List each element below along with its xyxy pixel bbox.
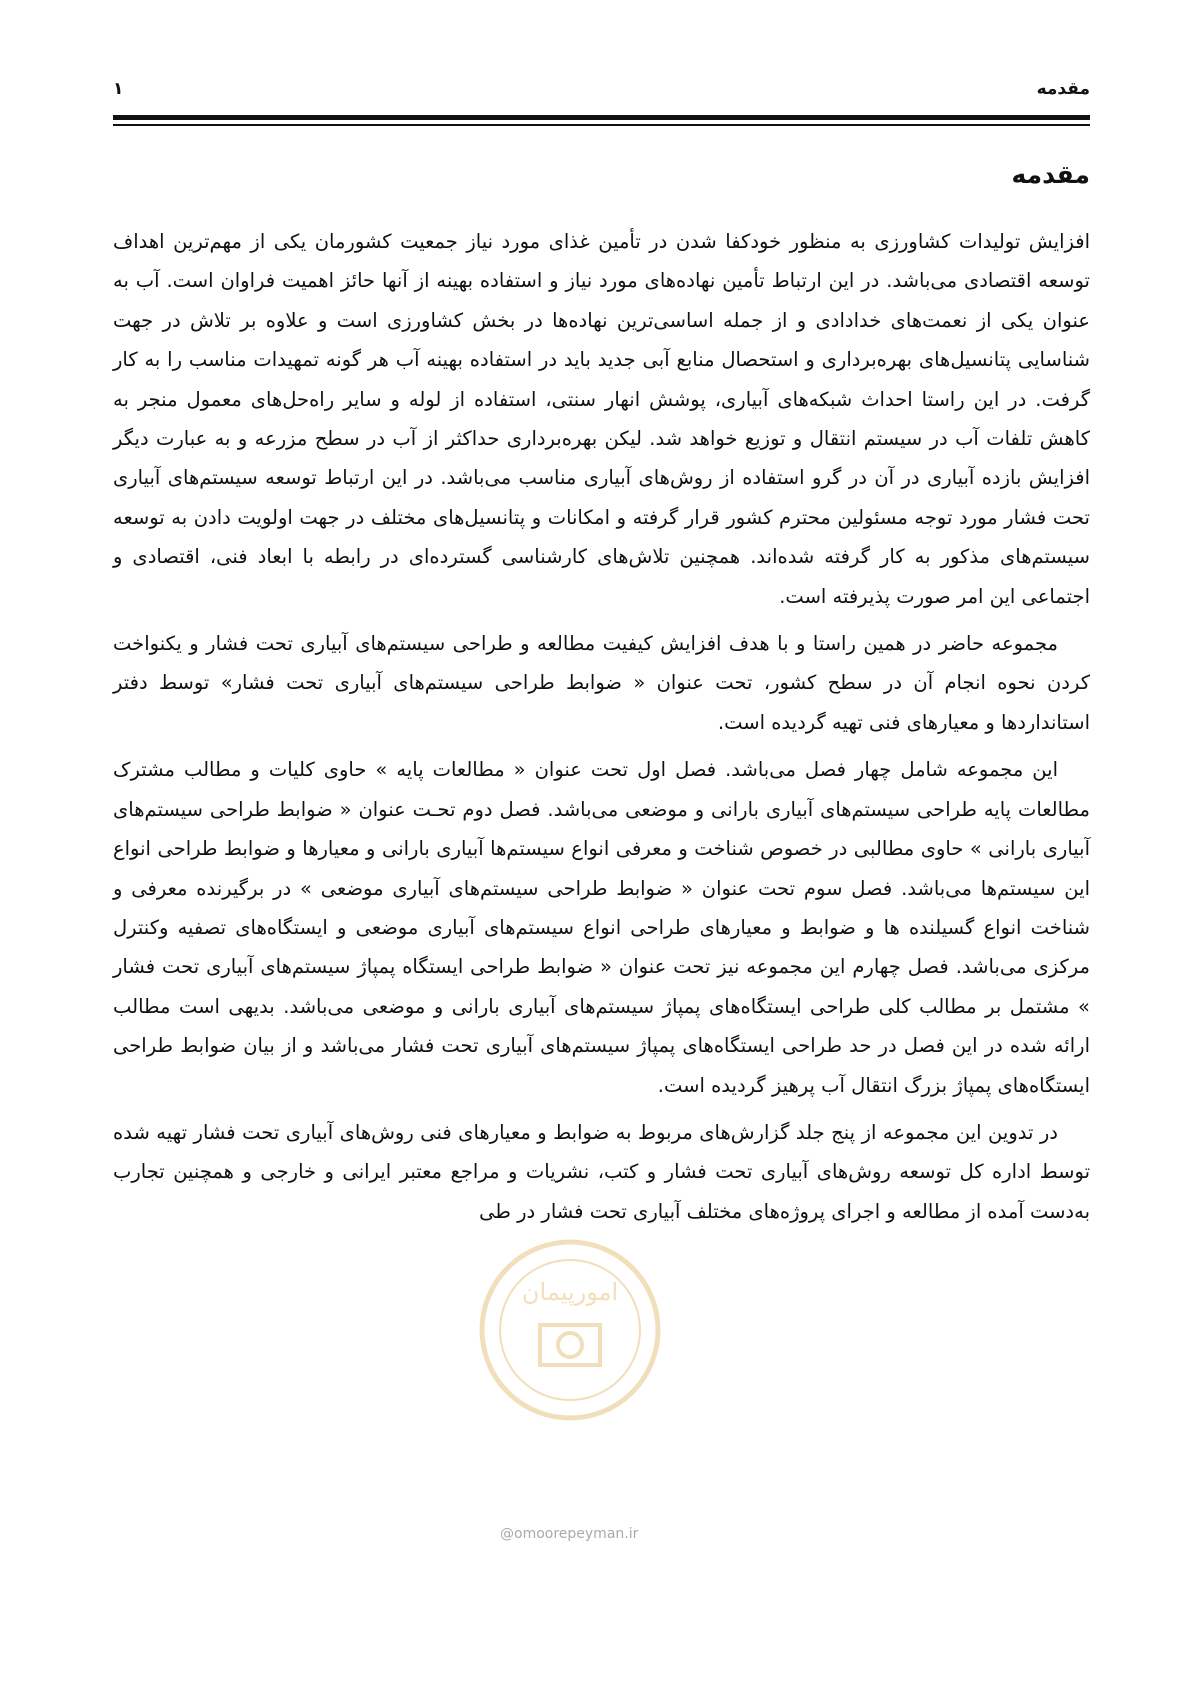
header-rule-thick (113, 115, 1090, 120)
section-heading: مقدمه (1011, 160, 1090, 189)
paragraph: در تدوین این مجموعه از پنج جلد گزارش‌های مربوط به ضوابط و معیارهای فنی روش‌های آبیاری تحت فشار تهیه شده توسط اداره کل توسعه روش‌های آبیاری تحت فشار و کتب، نشریات و مراجع معتبر ایرانی و خارجی و همچنین تجارب به‌دست آمده از مطالعه و اجرای پروژه‌های مختلف آبیاری تحت فشار در طی (113, 1120, 1090, 1223)
paragraph: مجموعه حاضر در همین راستا و با هدف افزایش کیفیت مطالعه و طراحی سیستم‌های آبیاری تحت فشار و یکنواخت کردن نحوه انجام آن در سطح کشور، تحت عنوان « ضوابط طراحی سیستم‌های آبیاری تحت فشار» توسط دفتر استانداردها و معیارهای فنی تهیه گردیده است. (113, 632, 1090, 734)
paragraph: افزایش تولیدات کشاورزی به منظور خودکفا شدن در تأمین غذای مورد نیاز جمعیت کشورمان یکی از مهم‌ترین اهداف توسعه اقتصادی می‌باشد. در این ارتباط تأمین نهاده‌های مورد نیاز و استفاده بهینه از آنها حائز اهمیت فراوان است. آب به عنوان یکی از نعمت‌های خدادادی و از جمله اساسی‌ترین نهاده‌ها در بخش کشاورزی است و علاوه بر تلاش در جهت شناسایی پتانسیل‌های بهره‌برداری و استحصال منابع آبی جدید باید در استفاده بهینه آب هر گونه تمهیدات مناسب را به کار گرفت. در این راستا احداث شبکه‌های آبیاری، پوشش انهار سنتی، استفاده از لوله و سایر راه‌حل‌های معمول منجر به کاهش تلفات آب در سیستم انتقال و توزیع خواهد شد. لیکن بهره‌برداری حداکثر از آب در سطح مزرعه و به عبارت دیگر افزایش بازده آبیاری در آن در گرو استفاده از روش‌های آبیاری مناسب می‌باشد. در این ارتباط توسعه سیستم‌های آبیاری تحت فشار مورد توجه مسئولین محترم کشور قرار گرفته و امکانات و پتانسیل‌های مختلف در جهت اولویت دادن به توسعه سیستم‌های مذکور به کار گرفته شده‌اند. همچنین تلاش‌های کارشناسی گسترده‌ای در رابطه با ابعاد فنی، اقتصادی و اجتماعی این امر صورت پذیرفته است. (113, 230, 1090, 608)
watermark-logo-text: امورپیمان (521, 1278, 619, 1306)
paragraph: این مجموعه شامل چهار فصل می‌باشد. فصل اول تحت عنوان « مطالعات پایه » حاوی کلیات و مطالب مشترک مطالعات پایه طراحی سیستم‌های آبیاری بارانی و موضعی می‌باشد. فصل دوم تحـت عنوان « ضوابط طراحی سیستم‌های آبیاری بارانی » حاوی مطالبی در خصوص شناخت و معرفی انواع سیستم‌ها آبیاری بارانی و معیارها و ضوابط طراحی انواع این سیستم‌ها می‌باشد. فصل سوم تحت عنوان « ضوابط طراحی سیستم‌های آبیاری موضعی » در برگیرنده معرفی و شناخت انواع گسیلنده ها و ضوابط و معیارهای طراحی انواع سیستم‌های آبیاری موضعی و ایستگاه‌های تصفیه وکنترل مرکزی می‌باشد. فصل چهارم این مجموعه نیز تحت عنوان « ضوابط طراحی ایستگاه پمپاژ سیستم‌های آبیاری تحت فشار » مشتمل بر مطالب کلی طراحی ایستگاه‌های پمپاژ سیستم‌های آبیاری بارانی و موضعی می‌باشد. بدیهی است مطالب ارائه شده در این فصل در حد طراحی ایستگاه‌های پمپاژ سیستم‌های آبیاری تحت فشار می‌باشد و از بیان ضوابط طراحی ایستگاه‌های پمپاژ بزرگ انتقال آب پرهیز گردیده است. (113, 758, 1090, 1097)
running-header (113, 72, 1090, 106)
watermark-logo (470, 1230, 670, 1430)
watermark-url: @omoorepeyman.ir (500, 1526, 639, 1542)
header-page-number: ۱ (113, 79, 124, 99)
header-rule-thin (113, 124, 1090, 126)
header-section-title: مقدمه (1036, 79, 1090, 99)
body-text (113, 222, 1090, 1239)
